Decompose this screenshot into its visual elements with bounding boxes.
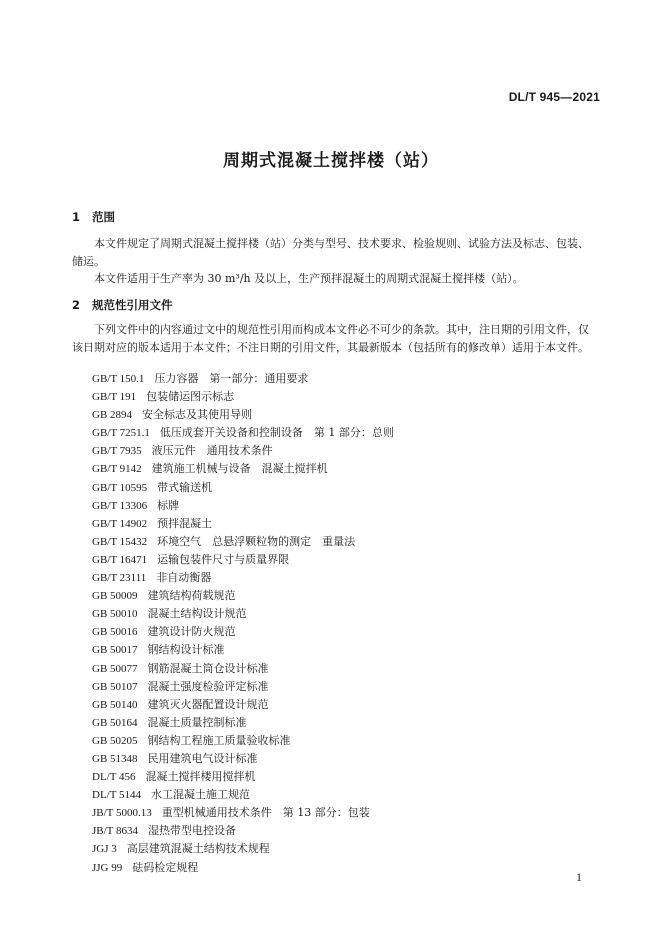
reference-code: GB 50017 — [92, 644, 138, 657]
section-1-heading — [72, 209, 115, 225]
reference-name: 建筑施工机械与设备 混凝土搅拌机 — [151, 462, 328, 476]
reference-code: GB 50205 — [92, 734, 138, 747]
reference-code: GB/T 150.1 — [92, 373, 145, 385]
reference-name: 带式输送机 — [157, 480, 213, 494]
list-item — [92, 515, 394, 533]
reference-name: 建筑设计防火规范 — [147, 625, 236, 639]
reference-code: GB/T 15432 — [92, 535, 148, 548]
reference-code: GB 2894 — [92, 409, 133, 422]
page-number: 1 — [576, 870, 582, 884]
reference-code: JB/T 5000.13 — [92, 807, 152, 820]
list-item — [92, 714, 394, 732]
document-title: 周期式混凝土搅拌楼（站） — [223, 151, 439, 171]
reference-name: 标牌 — [157, 498, 180, 512]
list-item — [92, 569, 394, 587]
reference-code: GB 50107 — [92, 680, 138, 693]
reference-name: 预拌混凝土 — [157, 516, 213, 530]
reference-code: GB 50077 — [92, 662, 138, 675]
list-item — [92, 859, 394, 877]
list-item — [92, 786, 394, 804]
reference-name: 建筑灭火器配置设计规范 — [147, 697, 269, 711]
reference-name: 钢筋混凝土筒仓设计标准 — [147, 661, 269, 675]
reference-name: 混凝土强度检验评定标准 — [147, 679, 269, 693]
normative-references-intro: 下列文件中的内容通过文中的规范性引用而构成本文件必不可少的条款。其中，注日期的引用文件，仅该日期对应的版本适用于本文件；不注日期的引用文件，其最新版本（包括所有的修改单）适用于本文件。 — [72, 323, 589, 354]
reference-name: 非自动衡器 — [156, 571, 212, 585]
reference-code: JB/T 8634 — [92, 825, 138, 838]
reference-code: GB/T 10595 — [92, 481, 148, 494]
scope-paragraph-1: 本文件规定了周期式混凝土搅拌楼（站）分类与型号、技术要求、检验规则、试验方法及标志、包装、储运。 — [72, 237, 589, 268]
list-item — [92, 732, 394, 750]
reference-name: 湿热带型电控设备 — [147, 824, 236, 838]
list-item — [92, 442, 394, 460]
reference-name: 民用建筑电气设计标准 — [147, 751, 258, 765]
list-item — [92, 750, 394, 768]
reference-name: 高层建筑混凝土结构技术规程 — [126, 842, 270, 856]
reference-name: 混凝土结构设计规范 — [147, 607, 247, 621]
list-item — [92, 696, 394, 714]
reference-name: 建筑结构荷载规范 — [147, 589, 236, 603]
reference-code: DL/T 456 — [92, 771, 136, 784]
list-item — [92, 587, 394, 605]
reference-code: GB 50140 — [92, 698, 138, 711]
reference-code: GB/T 16471 — [92, 553, 148, 566]
section-number: 2 — [72, 298, 81, 312]
section-2-heading — [72, 297, 173, 313]
list-item — [92, 840, 394, 858]
list-item — [92, 388, 394, 406]
reference-code: GB/T 13306 — [92, 499, 148, 512]
reference-list — [92, 370, 394, 877]
reference-name: 砝码检定规程 — [132, 860, 199, 874]
list-item — [92, 370, 394, 388]
reference-code: DL/T 5144 — [92, 789, 141, 802]
list-item — [92, 660, 394, 678]
list-item — [92, 406, 394, 424]
reference-code: GB 51348 — [92, 752, 138, 765]
list-item — [92, 623, 394, 641]
list-item — [92, 804, 394, 822]
reference-name: 钢结构设计标准 — [147, 643, 225, 657]
reference-code: GB/T 191 — [92, 391, 137, 404]
reference-code: GB 50016 — [92, 626, 138, 639]
reference-name: 重型机械通用技术条件 第 13 部分：包装 — [161, 806, 370, 820]
reference-code: GB 50164 — [92, 716, 138, 729]
reference-name: 低压成套开关设备和控制设备 第 1 部分：总则 — [159, 426, 394, 440]
list-item — [92, 605, 394, 623]
reference-code: GB/T 14902 — [92, 517, 148, 530]
section-title: 范围 — [92, 210, 116, 224]
section-title: 规范性引用文件 — [92, 298, 173, 312]
reference-code: GB/T 9142 — [92, 463, 142, 476]
reference-name: 液压元件 通用技术条件 — [151, 444, 273, 458]
reference-name: 环境空气 总悬浮颗粒物的测定 重量法 — [157, 534, 356, 548]
list-item — [92, 678, 394, 696]
list-item — [92, 497, 394, 515]
reference-code: JJG 99 — [92, 861, 123, 874]
list-item — [92, 533, 394, 551]
standard-code: DL/T 945—2021 — [508, 90, 600, 104]
reference-name: 钢结构工程施工质量验收标准 — [147, 733, 291, 747]
list-item — [92, 460, 394, 478]
list-item — [92, 768, 394, 786]
reference-name: 压力容器 第一部分：通用要求 — [154, 372, 309, 385]
section-number: 1 — [72, 210, 81, 224]
list-item — [92, 641, 394, 659]
reference-name: 水工混凝土施工规范 — [151, 788, 250, 802]
list-item — [92, 424, 394, 442]
reference-code: GB/T 7935 — [92, 445, 142, 458]
list-item — [92, 551, 394, 569]
reference-code: GB/T 7251.1 — [92, 427, 150, 440]
reference-code: GB/T 23111 — [92, 572, 147, 585]
list-item — [92, 822, 394, 840]
reference-name: 混凝土搅拌楼用搅拌机 — [145, 770, 256, 784]
reference-name: 混凝土质量控制标准 — [147, 715, 247, 729]
reference-name: 包装储运图示标志 — [146, 390, 235, 404]
reference-name: 安全标志及其使用导则 — [142, 408, 253, 422]
list-item — [92, 479, 394, 497]
scope-paragraph-2: 本文件适用于生产率为 30 m³/h 及以上，生产预拌混凝土的周期式混凝土搅拌楼（站）。 — [94, 272, 524, 285]
reference-code: JGJ 3 — [92, 843, 117, 856]
reference-name: 运输包装件尺寸与质量界限 — [157, 552, 290, 566]
reference-code: GB 50010 — [92, 608, 138, 621]
reference-code: GB 50009 — [92, 590, 138, 603]
